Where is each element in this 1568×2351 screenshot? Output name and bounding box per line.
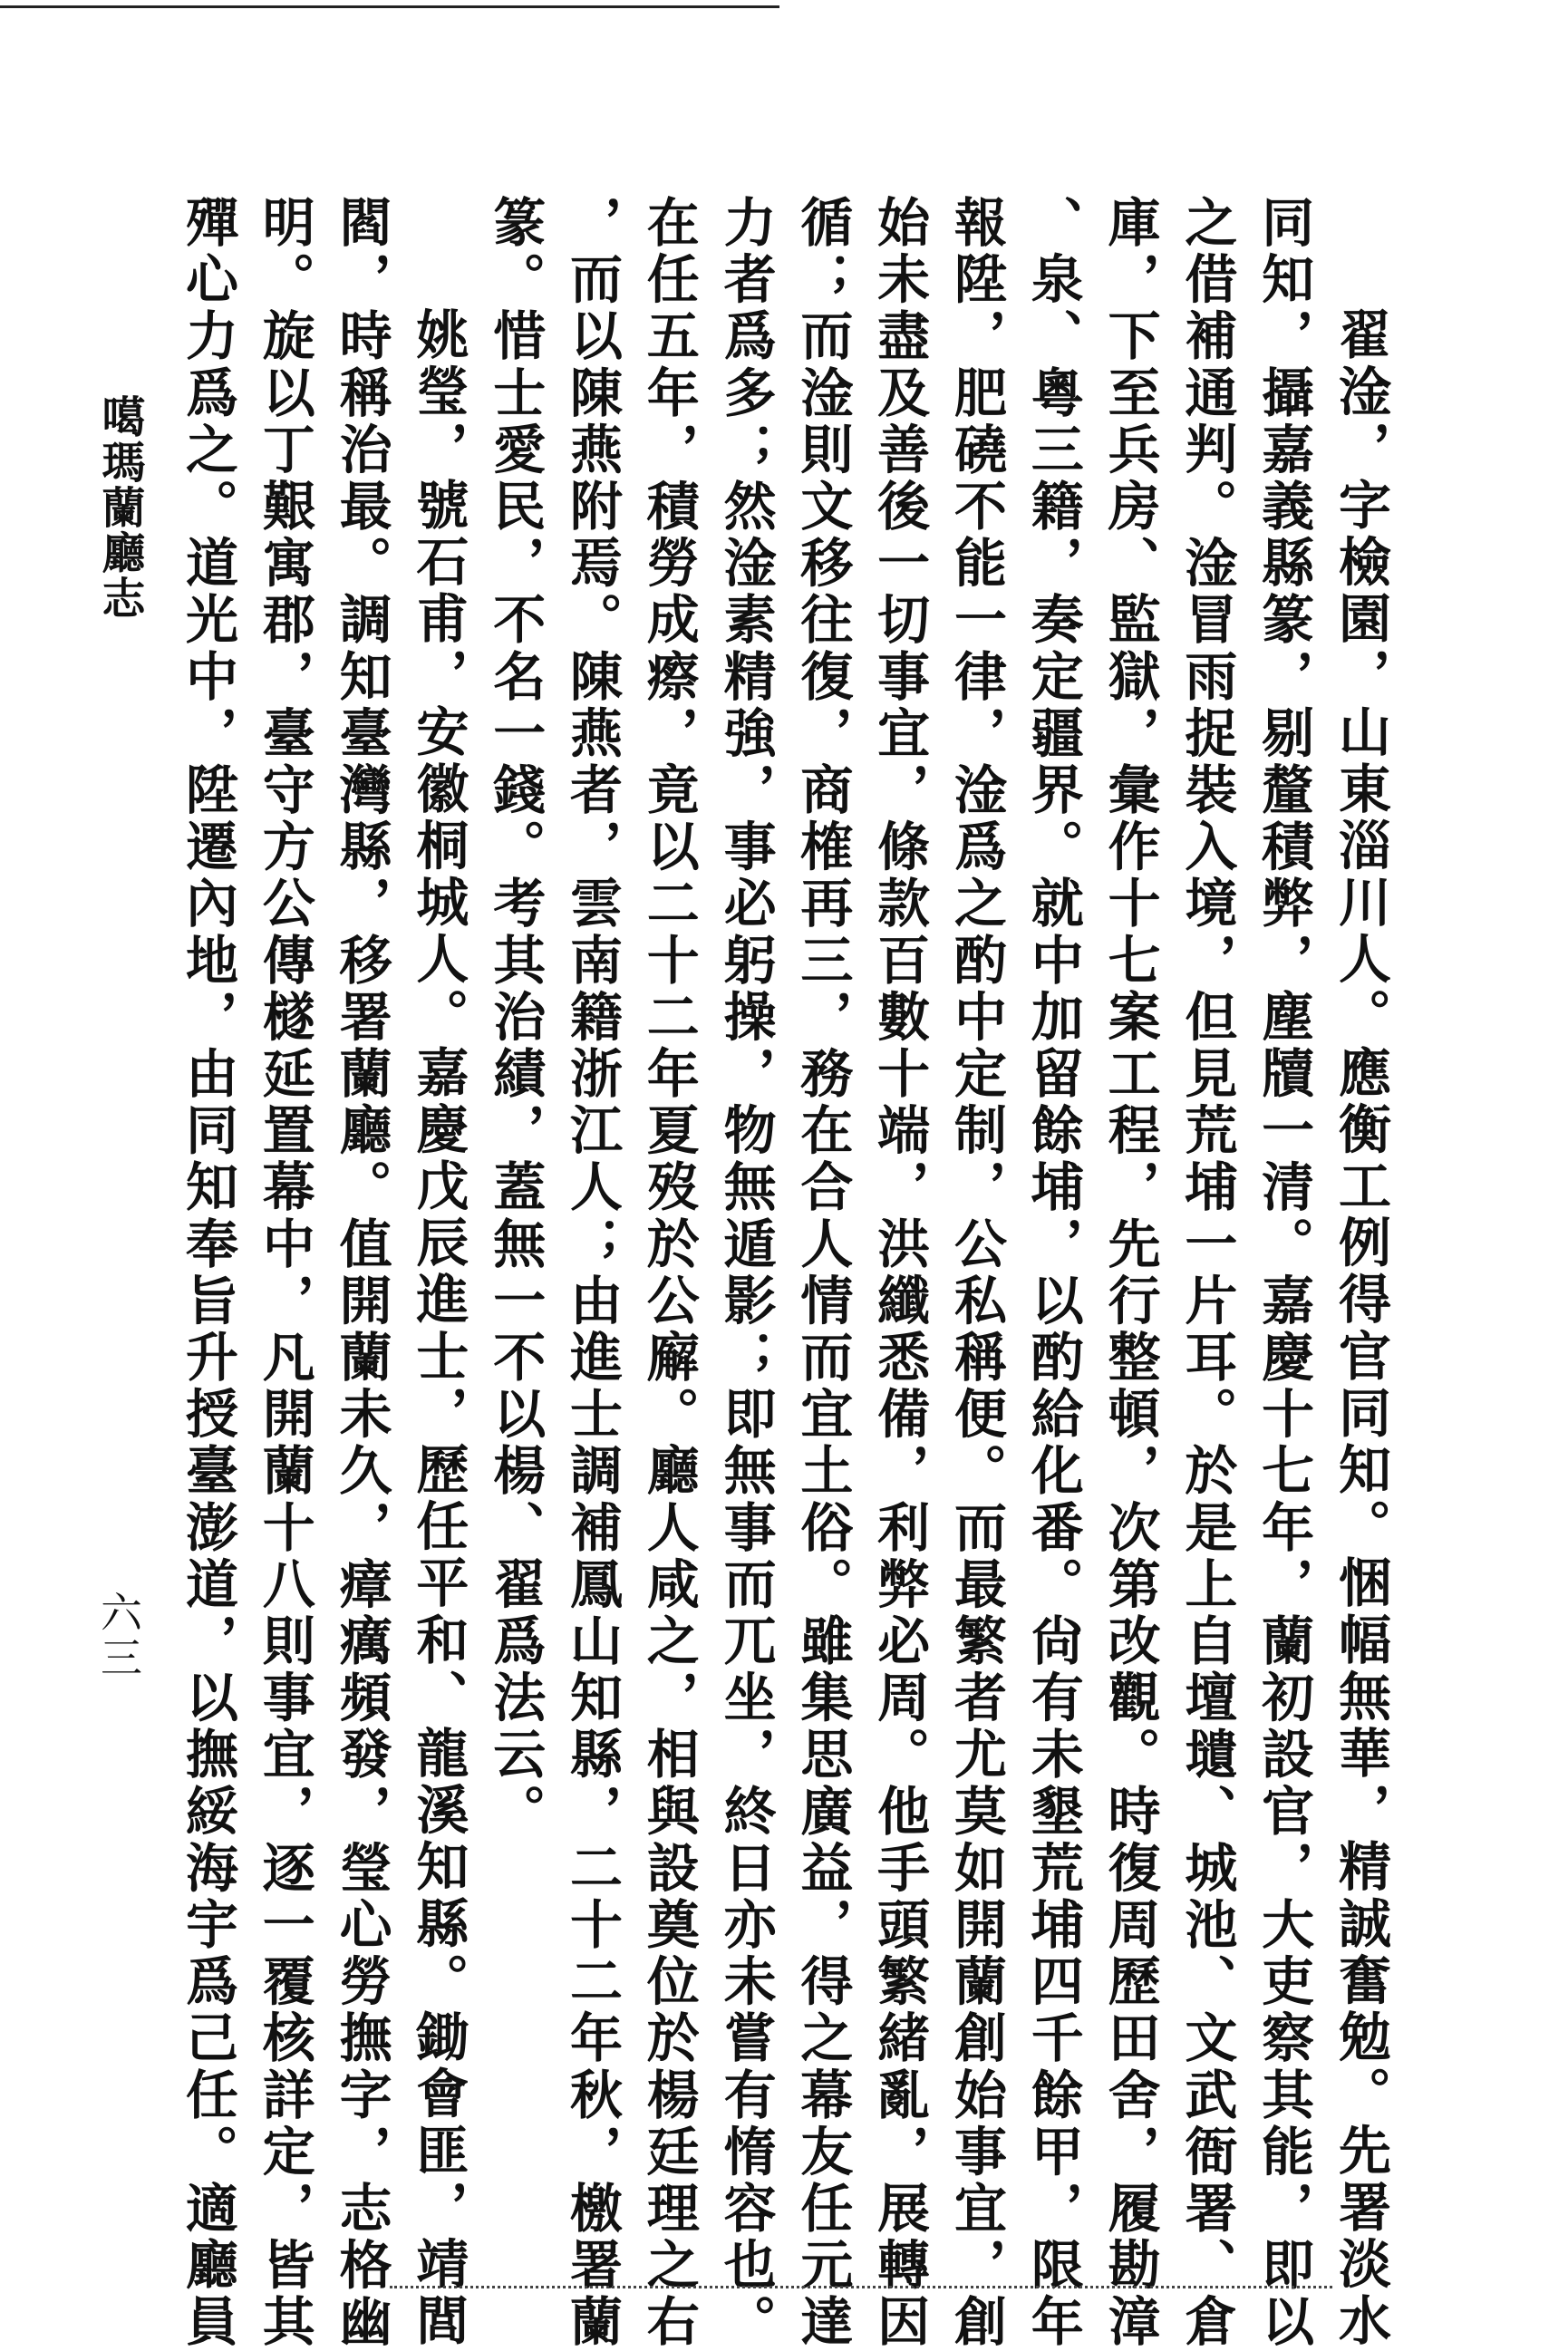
top-rule bbox=[0, 5, 779, 8]
page-number: 六三 bbox=[94, 1591, 143, 1681]
text-column: 閻，時稱治最。調知臺灣縣，移署蘭廳。值開蘭未久，瘴癘頻發，瑩心勞撫字，志格幽 bbox=[330, 195, 392, 2351]
text-column: 循；而淦則文移往復，商榷再三，務在合人情而宜土俗。雖集思廣益，得之幕友任元達 bbox=[791, 195, 854, 2351]
vertical-text-block bbox=[177, 195, 1391, 2351]
text-column: 殫心力爲之。道光中，陞遷內地，由同知奉旨升授臺澎道，以撫綏海宇爲己任。適廳員 bbox=[177, 195, 238, 2351]
running-title: 噶瑪蘭廳志 bbox=[94, 394, 145, 621]
text-column: 明。旋以丁艱寓郡，臺守方公傳檖延置幕中，凡開蘭十八則事宜，逐一覆核詳定，皆其 bbox=[253, 195, 315, 2351]
text-column: 翟淦，字檢園，山東淄川人。應衡工例得官同知。悃幅無華，精誠奮勉。先署淡水 bbox=[1329, 307, 1391, 2350]
text-column: 之借補通判。淦冒雨捉裝入境，但見荒埔一片耳。於是上自壇壝、城池、文武衙署、倉 bbox=[1176, 195, 1238, 2351]
bottom-rule bbox=[390, 2286, 1332, 2291]
text-column: ，而以陳燕附焉。陳燕者，雲南籍浙江人；由進士調補鳳山知縣，二十二年秋，檄署蘭 bbox=[560, 195, 623, 2351]
text-column: 力者爲多；然淦素精強，事必躬操，物無遁影；即無事而兀坐，終日亦未嘗有惰容也。 bbox=[714, 195, 777, 2351]
text-column: 同知，攝嘉義縣篆，剔釐積弊，塵牘一清。嘉慶十七年，蘭初設官，大吏察其能，即以 bbox=[1253, 195, 1315, 2351]
text-column: 篆。惜士愛民，不名一錢。考其治績，蓋無一不以楊、翟爲法云。 bbox=[484, 195, 547, 1841]
text-column: 始未盡及善後一切事宜，條款百數十端，洪纖悉備，利弊必周。他手頭繁緒亂，展轉因 bbox=[868, 195, 931, 2351]
text-column: 姚瑩，號石甫，安徽桐城人。嘉慶戊辰進士，歷任平和、龍溪知縣。鋤會匪，靖閭 bbox=[407, 307, 469, 2350]
text-column: 在任五年，積勞成瘵，竟以二十二年夏歿於公廨。廳人咸之，相與設奠位於楊廷理之右 bbox=[637, 195, 700, 2351]
text-column: 、泉、粵三籍，奏定疆界。就中加留餘埔，以酌給化番。尙有未墾荒埔四千餘甲，限年 bbox=[1021, 195, 1084, 2351]
text-column: 報陞，肥磽不能一律，淦爲之酌中定制，公私稱便。而最繁者尤莫如開蘭創始事宜，創 bbox=[944, 195, 1007, 2351]
text-column: 庫，下至兵房、監獄，彙作十七案工程，先行整頓，次第改觀。時復周歷田舍，履勘漳 bbox=[1099, 195, 1161, 2351]
